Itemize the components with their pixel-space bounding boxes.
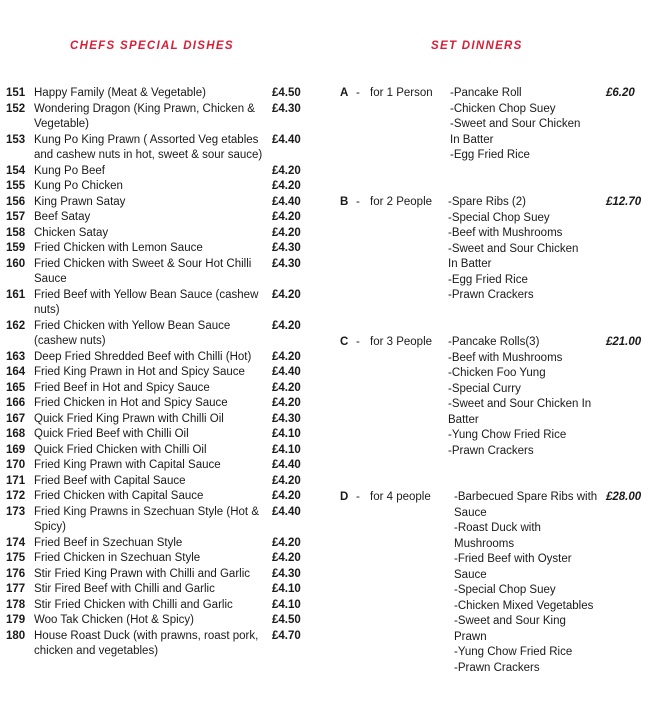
dish-price: £4.50 <box>272 614 301 626</box>
dish-number: 171 <box>6 474 26 487</box>
set-dinners-heading: SET DINNERS <box>431 40 523 52</box>
set-item: -Egg Fried Rice <box>448 273 528 286</box>
dish-number: 161 <box>6 288 26 301</box>
dish-number: 166 <box>6 397 26 409</box>
dish-number: 163 <box>6 350 26 363</box>
dish-price: £4.20 <box>272 490 301 502</box>
dish-price: £4.20 <box>272 552 301 564</box>
dish-number: 159 <box>6 242 26 254</box>
dish-row <box>6 567 311 583</box>
set-for-people: for 3 People <box>370 336 433 348</box>
set-dash: - <box>356 87 360 99</box>
dish-price: £4.10 <box>272 583 301 595</box>
dish-number: 172 <box>6 490 26 502</box>
dish-name: Fried Beef in Szechuan Style <box>34 536 183 549</box>
set-item: -Prawn Crackers <box>448 289 534 301</box>
set-item: Mushrooms <box>454 537 515 550</box>
dish-name: Stir Fried Chicken with Chilli and Garlic <box>34 598 233 611</box>
dish-number: 175 <box>6 552 26 564</box>
dish-name: Fried Beef with Yellow Bean Sauce (cashew nuts) <box>34 288 259 316</box>
set-item: In Batter <box>450 133 494 146</box>
dish-number: 162 <box>6 319 26 332</box>
set-item: Batter <box>448 413 479 426</box>
dish-price: £4.30 <box>272 102 301 115</box>
dish-row <box>6 551 311 567</box>
dish-price: £4.20 <box>272 164 301 177</box>
dish-price: £4.20 <box>272 536 301 549</box>
dish-number: 155 <box>6 180 26 192</box>
dish-number: 170 <box>6 459 26 471</box>
dish-name: Quick Fried Beef with Chilli Oil <box>34 428 189 440</box>
dish-row <box>6 381 311 397</box>
dish-price: £4.30 <box>272 257 301 270</box>
dish-name: Wondering Dragon (King Prawn, Chicken & Vegetable) <box>34 102 255 130</box>
set-item: -Chicken Chop Suey <box>450 102 556 115</box>
dish-name: Fried Chicken with Lemon Sauce <box>34 242 203 254</box>
set-letter: B <box>340 196 349 208</box>
set-dash: - <box>356 336 360 348</box>
dish-price: £4.30 <box>272 242 301 254</box>
dish-name: Woo Tak Chicken (Hot & Spicy) <box>34 614 194 626</box>
dish-row <box>6 396 311 412</box>
dish-price: £4.30 <box>272 412 301 425</box>
dish-name: Fried Chicken with Yellow Bean Sauce (cashew nuts) <box>34 319 231 347</box>
dish-name: Chicken Satay <box>34 226 109 239</box>
dish-price: £4.20 <box>272 288 301 301</box>
set-item: -Egg Fried Rice <box>450 149 530 161</box>
dish-number: 160 <box>6 257 26 270</box>
set-item: -Special Chop Suey <box>454 584 556 596</box>
set-letter: C <box>340 336 349 348</box>
set-price: £6.20 <box>606 87 635 99</box>
dish-name: Stir Fried King Prawn with Chilli and Garlic <box>34 567 251 580</box>
dish-price: £4.30 <box>272 567 301 580</box>
dish-row <box>6 412 311 428</box>
dish-number: 168 <box>6 428 26 440</box>
dish-row <box>6 629 311 660</box>
dish-number: 169 <box>6 443 26 456</box>
dish-name: Deep Fried Shredded Beef with Chilli (Hot) <box>34 350 252 363</box>
set-item: -Chicken Foo Yung <box>448 367 546 379</box>
dish-number: 178 <box>6 598 26 611</box>
dish-row <box>6 210 311 226</box>
dish-name: Fried Chicken in Hot and Spicy Sauce <box>34 397 228 409</box>
dish-name: Fried King Prawn in Hot and Spicy Sauce <box>34 366 245 378</box>
dish-name: Kung Po King Prawn ( Assorted Veg etables and cashew nuts in hot, sweet & sour sauce) <box>34 133 263 161</box>
dish-row <box>6 536 311 552</box>
dish-row <box>6 613 311 629</box>
set-item: -Beef with Mushrooms <box>448 227 563 239</box>
dish-number: 151 <box>6 87 26 99</box>
dish-row <box>6 86 311 102</box>
dish-name: Quick Fried Chicken with Chilli Oil <box>34 443 207 456</box>
dish-number: 152 <box>6 102 26 115</box>
dish-row <box>6 365 311 381</box>
dish-price: £4.70 <box>272 629 301 642</box>
dish-price: £4.20 <box>272 381 301 394</box>
dish-number: 164 <box>6 366 26 378</box>
chefs-special-dish-list <box>6 86 311 660</box>
dish-row <box>6 458 311 474</box>
set-item: -Prawn Crackers <box>454 661 540 674</box>
dish-number: 165 <box>6 381 26 394</box>
set-item: -Yung Chow Fried Rice <box>448 429 567 441</box>
dish-name: Fried Beef with Capital Sauce <box>34 474 186 487</box>
set-item: -Beef with Mushrooms <box>448 351 563 364</box>
dish-number: 176 <box>6 567 26 580</box>
set-price: £12.70 <box>606 196 642 208</box>
set-dinner-b <box>340 195 646 305</box>
set-item: -Special Curry <box>448 382 521 395</box>
set-item: -Sweet and Sour King <box>454 615 566 627</box>
set-item: -Pancake Rolls(3) <box>448 336 540 348</box>
set-item: -Spare Ribs (2) <box>448 196 526 208</box>
dish-name: Fried Chicken with Sweet & Sour Hot Chilli Sauce <box>34 257 252 285</box>
set-item: -Chicken Mixed Vegetables <box>454 599 594 612</box>
dish-price: £4.40 <box>272 133 301 146</box>
set-items-list <box>454 490 597 676</box>
dish-row <box>6 133 311 164</box>
dish-row <box>6 226 311 242</box>
dish-row <box>6 241 311 257</box>
dish-name: House Roast Duck (with prawns, roast pork, chicken and vegetables) <box>34 629 259 657</box>
chefs-special-heading: CHEFS SPECIAL DISHES <box>70 40 234 52</box>
set-dinner-a <box>340 86 646 166</box>
set-item: -Sweet and Sour Chicken In <box>448 398 592 410</box>
set-item: -Prawn Crackers <box>448 444 534 457</box>
dish-row <box>6 350 311 366</box>
set-item: -Fried Beef with Oyster <box>454 553 572 565</box>
set-item: Sauce <box>454 506 487 519</box>
dish-number: 153 <box>6 133 26 146</box>
set-item: -Barbecued Spare Ribs with <box>454 491 598 503</box>
dish-number: 156 <box>6 195 26 208</box>
dish-number: 157 <box>6 211 26 223</box>
set-dinner-d <box>340 490 646 680</box>
set-dash: - <box>356 196 360 208</box>
dish-name: Quick Fried King Prawn with Chilli Oil <box>34 412 224 425</box>
dish-price: £4.20 <box>272 319 301 332</box>
dish-row <box>6 427 311 443</box>
dish-price: £4.20 <box>272 226 301 239</box>
dish-name: Kung Po Beef <box>34 164 105 177</box>
dish-row <box>6 598 311 614</box>
dish-row <box>6 505 311 536</box>
dish-price: £4.10 <box>272 443 301 456</box>
set-items-list <box>448 335 591 459</box>
dish-row <box>6 257 311 288</box>
dish-price: £4.20 <box>272 180 301 192</box>
dish-name: Fried King Prawn with Capital Sauce <box>34 459 221 471</box>
set-item: Sauce <box>454 568 487 581</box>
dish-number: 173 <box>6 505 26 518</box>
dish-name: Stir Fired Beef with Chilli and Garlic <box>34 583 215 595</box>
set-dash: - <box>356 491 360 503</box>
dish-price: £4.40 <box>272 366 301 378</box>
dish-row <box>6 443 311 459</box>
set-price: £28.00 <box>606 491 642 503</box>
set-letter: A <box>340 87 349 99</box>
dish-row <box>6 474 311 490</box>
set-item: -Roast Duck with <box>454 522 541 534</box>
dish-price: £4.10 <box>272 598 301 611</box>
set-for-people: for 2 People <box>370 196 433 208</box>
dish-name: Beef Satay <box>34 211 91 223</box>
dish-name: Fried Chicken in Szechuan Style <box>34 552 201 564</box>
set-for-people: for 4 people <box>370 491 431 503</box>
dish-row <box>6 582 311 598</box>
dish-name: Fried King Prawns in Szechuan Style (Hot & Spicy) <box>34 505 259 533</box>
set-item: -Sweet and Sour Chicken <box>448 242 579 255</box>
dish-price: £4.50 <box>272 87 301 99</box>
dish-name: Happy Family (Meat & Vegetable) <box>34 87 206 99</box>
set-items-list <box>450 86 580 164</box>
dish-name: King Prawn Satay <box>34 195 126 208</box>
dish-price: £4.20 <box>272 350 301 363</box>
set-item: Prawn <box>454 630 487 643</box>
set-item: In Batter <box>448 258 492 270</box>
dish-row <box>6 179 311 195</box>
dish-name: Kung Po Chicken <box>34 180 123 192</box>
set-dinner-c <box>340 335 646 461</box>
set-for-people: for 1 Person <box>370 87 433 99</box>
dish-price: £4.10 <box>272 428 301 440</box>
set-letter: D <box>340 491 349 503</box>
dish-price: £4.20 <box>272 397 301 409</box>
set-item: -Sweet and Sour Chicken <box>450 118 581 130</box>
dish-number: 154 <box>6 164 26 177</box>
set-price: £21.00 <box>606 336 642 348</box>
dish-price: £4.40 <box>272 195 301 208</box>
dish-number: 179 <box>6 614 26 626</box>
dish-price: £4.40 <box>272 459 301 471</box>
dish-row <box>6 195 311 211</box>
set-item: -Yung Chow Fried Rice <box>454 646 573 658</box>
dish-row <box>6 288 311 319</box>
dish-name: Fried Beef in Hot and Spicy Sauce <box>34 381 210 394</box>
dish-price: £4.20 <box>272 474 301 487</box>
dish-row <box>6 319 311 350</box>
set-items-list <box>448 195 578 304</box>
set-item: -Special Chop Suey <box>448 211 550 224</box>
dish-number: 158 <box>6 226 26 239</box>
dish-number: 180 <box>6 629 26 642</box>
dish-row <box>6 102 311 133</box>
dish-number: 174 <box>6 536 26 549</box>
dish-number: 167 <box>6 412 26 425</box>
dish-row <box>6 489 311 505</box>
dish-price: £4.20 <box>272 211 301 223</box>
dish-row <box>6 164 311 180</box>
set-item: -Pancake Roll <box>450 87 522 99</box>
dish-number: 177 <box>6 583 26 595</box>
dish-name: Fried Chicken with Capital Sauce <box>34 490 204 502</box>
dish-price: £4.40 <box>272 505 301 518</box>
